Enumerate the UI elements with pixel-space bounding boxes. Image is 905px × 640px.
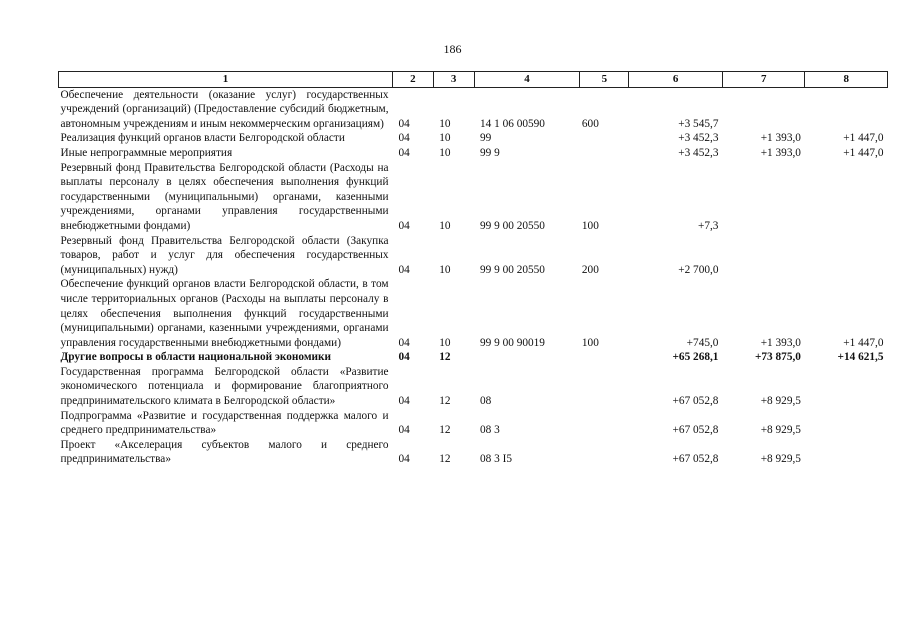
column-header: 7 [722, 72, 804, 88]
table-row [59, 277, 888, 350]
target-article-cell: 99 9 00 20550 [480, 219, 545, 232]
row-name-cell: Подпрограмма «Развитие и государственная поддержка малого и среднего предпринимательства» [60, 409, 389, 437]
amount-cell-col8: +14 621,5 [837, 351, 884, 364]
table-row [59, 438, 888, 467]
section-code-cell: 04 [398, 117, 410, 130]
column-header: 8 [805, 72, 888, 88]
expense-type-cell: 100 [581, 219, 599, 232]
amount-cell-col7: +73 875,0 [754, 351, 801, 364]
subsection-code-cell: 10 [439, 263, 451, 276]
target-article-cell: 99 9 00 20550 [480, 263, 545, 276]
expense-type-cell [580, 438, 629, 467]
target-article-cell: 99 9 00 90019 [480, 336, 545, 349]
amount-cell-col6: +3 452,3 [678, 132, 719, 145]
expense-type-cell: 100 [581, 336, 599, 349]
subsection-code-cell: 10 [439, 219, 451, 232]
subsection-code-cell: 12 [439, 351, 451, 364]
section-code-cell: 04 [398, 146, 410, 159]
amount-cell-col6: +67 052,8 [672, 453, 719, 466]
table-row [59, 87, 888, 131]
column-header: 2 [393, 72, 434, 88]
row-name-cell: Проект «Акселерация субъектов малого и среднего предпринимательства» [60, 438, 389, 466]
amount-cell-col6: +3 545,7 [678, 117, 719, 130]
expense-type-cell [580, 350, 629, 365]
amount-cell-col7 [722, 234, 804, 278]
section-code-cell: 04 [398, 132, 410, 145]
table-row [59, 234, 888, 278]
expense-type-cell [580, 146, 629, 161]
table-header [59, 72, 888, 88]
expense-type-cell: 600 [581, 117, 599, 130]
subsection-code-cell: 10 [439, 132, 451, 145]
row-name-cell: Резервный фонд Правительства Белгородской области (Расходы на выплаты персоналу в целях обеспечения выполнения функций государственными (муниципальными) органами, казенными учреждениями, органами управления государственными внебюджетными фондами) [60, 161, 389, 232]
row-name-cell: Обеспечение функций органов власти Белгородской области, в том числе территориальных органов (Расходы на выплаты персоналу в целях обеспечения выполнения функций государственными (муниципальными) органами, казенными учреждениями, органами управления государственными внебюджетными фондами) [60, 278, 389, 349]
table-row [59, 409, 888, 438]
target-article-cell: 99 9 [480, 146, 500, 159]
amount-cell-col7: +1 393,0 [760, 132, 801, 145]
amount-cell-col6: +7,3 [697, 219, 719, 232]
column-header: 1 [59, 72, 393, 88]
section-code-cell: 04 [398, 424, 410, 437]
column-header: 6 [629, 72, 723, 88]
amount-cell-col7: +8 929,5 [760, 424, 801, 437]
table-row [59, 131, 888, 146]
amount-cell-col7 [722, 161, 804, 234]
amount-cell-col6: +65 268,1 [672, 351, 719, 364]
table-row [59, 161, 888, 234]
amount-cell-col7: +1 393,0 [760, 146, 801, 159]
target-article-cell [474, 350, 580, 365]
amount-cell-col8: +1 447,0 [843, 132, 884, 145]
target-article-cell: 08 3 I5 [480, 453, 513, 466]
column-header: 4 [474, 72, 580, 88]
row-name-cell: Государственная программа Белгородской области «Развитие экономического потенциала и формирование благоприятного предпринимательского климата в Белгородской области» [60, 365, 389, 408]
expense-type-cell: 200 [581, 263, 599, 276]
expense-type-cell [580, 409, 629, 438]
amount-cell-col8 [805, 438, 888, 467]
amount-cell-col6: +745,0 [686, 336, 719, 349]
amount-cell-col6: +3 452,3 [678, 146, 719, 159]
table-row [59, 365, 888, 409]
target-article-cell: 14 1 06 00590 [480, 117, 545, 130]
table-body [59, 87, 888, 467]
section-code-cell: 04 [398, 395, 410, 408]
amount-cell-col6: +67 052,8 [672, 395, 719, 408]
page-number: 186 [443, 42, 462, 56]
amount-cell-col6: +67 052,8 [672, 424, 719, 437]
section-code-cell: 04 [398, 336, 410, 349]
amount-cell-col8 [805, 409, 888, 438]
subsection-code-cell: 12 [439, 395, 451, 408]
subsection-code-cell: 12 [439, 453, 451, 466]
subsection-code-cell: 10 [439, 146, 451, 159]
amount-cell-col8 [805, 234, 888, 278]
amount-cell-col7: +8 929,5 [760, 395, 801, 408]
budget-table [58, 71, 888, 467]
amount-cell-col8: +1 447,0 [843, 336, 884, 349]
column-header: 5 [580, 72, 629, 88]
amount-cell-col8 [805, 87, 888, 131]
amount-cell-col8: +1 447,0 [843, 146, 884, 159]
row-name-cell: Резервный фонд Правительства Белгородской области (Закупка товаров, работ и услуг для обеспечения государственных (муниципальных) нужд) [60, 234, 389, 276]
amount-cell-col7: +1 393,0 [760, 336, 801, 349]
row-name-cell: Реализация функций органов власти Белгородской области [60, 132, 345, 145]
amount-cell-col7 [722, 87, 804, 131]
subsection-code-cell: 10 [439, 336, 451, 349]
row-name-cell: Обеспечение деятельности (оказание услуг) государственных учреждений (организаций) (Предоставление субсидий бюджетным, автономным учреждениям и иным некоммерческим организациям) [60, 88, 389, 130]
target-article-cell: 08 3 [480, 424, 500, 437]
section-code-cell: 04 [398, 453, 410, 466]
column-header: 3 [433, 72, 474, 88]
expense-type-cell [580, 131, 629, 146]
expense-type-cell [580, 365, 629, 409]
subsection-code-cell: 12 [439, 424, 451, 437]
amount-cell-col7: +8 929,5 [760, 453, 801, 466]
subsection-code-cell: 10 [439, 117, 451, 130]
amount-cell-col8 [805, 365, 888, 409]
amount-cell-col8 [805, 161, 888, 234]
header-row [59, 72, 888, 88]
row-name-cell: Другие вопросы в области национальной экономики [60, 351, 332, 364]
target-article-cell: 99 [480, 132, 492, 145]
table-row [59, 350, 888, 365]
section-code-cell: 04 [398, 351, 410, 364]
section-code-cell: 04 [398, 219, 410, 232]
section-code-cell: 04 [398, 263, 410, 276]
row-name-cell: Иные непрограммные мероприятия [60, 146, 233, 159]
amount-cell-col6: +2 700,0 [678, 263, 719, 276]
target-article-cell: 08 [480, 395, 492, 408]
table-row [59, 146, 888, 161]
